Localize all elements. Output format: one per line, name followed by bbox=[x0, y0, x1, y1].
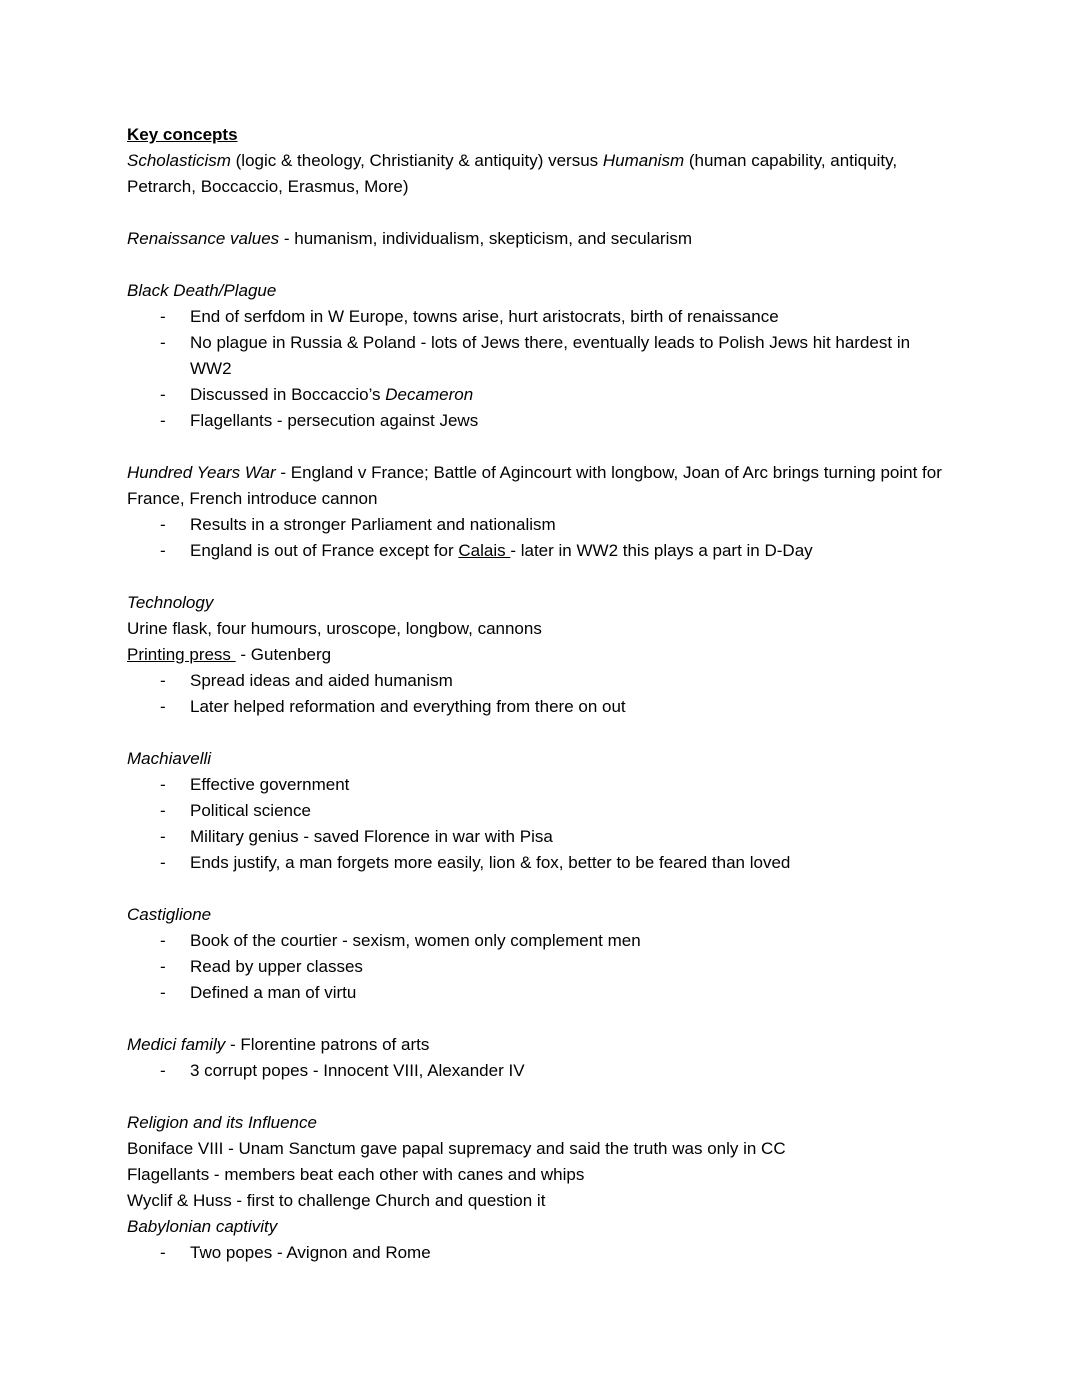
section-renaissance-values bbox=[127, 226, 953, 252]
bullet-dash: - bbox=[160, 1243, 166, 1262]
bullet-dash: - bbox=[160, 827, 166, 846]
text-segment: Spread ideas and aided humanism bbox=[190, 671, 453, 690]
bullet-dash: - bbox=[160, 307, 166, 326]
bullet-dash: - bbox=[160, 515, 166, 534]
bullet-text bbox=[190, 694, 953, 720]
text-segment: Hundred Years War bbox=[127, 463, 276, 482]
section-heading bbox=[127, 590, 953, 616]
bullet-text bbox=[190, 330, 953, 382]
bullet-text bbox=[190, 1058, 953, 1084]
bullet-dash: - bbox=[160, 775, 166, 794]
bullet-text bbox=[190, 512, 953, 538]
bullet-item bbox=[127, 304, 953, 330]
bullet-text bbox=[190, 928, 953, 954]
text-segment: Religion and its Influence bbox=[127, 1113, 317, 1132]
section-heading bbox=[127, 1110, 953, 1136]
doc-paragraph bbox=[127, 460, 953, 512]
bullet-item bbox=[127, 538, 953, 564]
text-segment: - Gutenberg bbox=[235, 645, 332, 664]
text-segment: Effective government bbox=[190, 775, 350, 794]
bullet-item bbox=[127, 1240, 953, 1266]
bullet-item bbox=[127, 694, 953, 720]
bullet-item bbox=[127, 850, 953, 876]
text-segment: Machiavelli bbox=[127, 749, 212, 768]
bullet-dash: - bbox=[160, 853, 166, 872]
section-religion-and-its-influence bbox=[127, 1110, 953, 1266]
text-segment: Medici family bbox=[127, 1035, 226, 1054]
text-segment: - Florentine patrons of arts bbox=[225, 1035, 430, 1054]
text-segment: No plague in Russia & Poland - lots of Jews there, eventually leads to Polish Jews hit hardest in WW2 bbox=[190, 333, 915, 378]
text-segment: End of serfdom in W Europe, towns arise, hurt aristocrats, birth of renaissance bbox=[190, 307, 779, 326]
text-segment: - England v France; Battle of Agincourt with longbow, Joan of Arc brings turning point for France, French introduce cannon bbox=[127, 463, 947, 508]
section-heading bbox=[127, 746, 953, 772]
text-segment: Key concepts bbox=[127, 125, 238, 144]
text-segment: Defined a man of virtu bbox=[190, 983, 357, 1002]
section-hundred-years-war bbox=[127, 460, 953, 564]
bullet-dash: - bbox=[160, 411, 166, 430]
bullet-text bbox=[190, 980, 953, 1006]
text-segment: Castiglione bbox=[127, 905, 212, 924]
bullet-dash: - bbox=[160, 983, 166, 1002]
text-segment: Babylonian captivity bbox=[127, 1217, 278, 1236]
section-heading bbox=[127, 1214, 953, 1240]
bullet-text bbox=[190, 850, 953, 876]
bullet-item bbox=[127, 798, 953, 824]
bullet-dash: - bbox=[160, 541, 166, 560]
bullet-item bbox=[127, 772, 953, 798]
text-segment: Urine flask, four humours, uroscope, longbow, cannons bbox=[127, 619, 542, 638]
section-castiglione bbox=[127, 902, 953, 1006]
section-key-concepts bbox=[127, 122, 953, 200]
bullet-text bbox=[190, 824, 953, 850]
bullet-dash: - bbox=[160, 697, 166, 716]
bullet-item bbox=[127, 330, 953, 382]
bullet-text bbox=[190, 538, 953, 564]
bullet-dash: - bbox=[160, 333, 166, 352]
text-segment: Technology bbox=[127, 593, 214, 612]
text-segment: Printing press bbox=[127, 645, 236, 664]
doc-paragraph bbox=[127, 1188, 953, 1214]
text-segment: Black Death/Plague bbox=[127, 281, 277, 300]
section-heading bbox=[127, 902, 953, 928]
bullet-item bbox=[127, 1058, 953, 1084]
doc-paragraph bbox=[127, 148, 953, 200]
text-segment: 3 corrupt popes - Innocent VIII, Alexander IV bbox=[190, 1061, 525, 1080]
document-body bbox=[127, 122, 953, 1266]
section-black-death-plague bbox=[127, 278, 953, 434]
text-segment: Flagellants - members beat each other with canes and whips bbox=[127, 1165, 585, 1184]
text-segment: Calais bbox=[458, 541, 511, 560]
text-segment: Political science bbox=[190, 801, 311, 820]
bullet-text bbox=[190, 1240, 953, 1266]
doc-paragraph bbox=[127, 1032, 953, 1058]
bullet-text bbox=[190, 408, 953, 434]
text-segment: Later helped reformation and everything from there on out bbox=[190, 697, 626, 716]
text-segment: Wyclif & Huss - first to challenge Church and question it bbox=[127, 1191, 546, 1210]
doc-paragraph bbox=[127, 1162, 953, 1188]
doc-paragraph bbox=[127, 642, 953, 668]
bullet-text bbox=[190, 798, 953, 824]
doc-paragraph bbox=[127, 226, 953, 252]
section-machiavelli bbox=[127, 746, 953, 876]
bullet-dash: - bbox=[160, 1061, 166, 1080]
text-segment: Discussed in Boccaccio’s bbox=[190, 385, 386, 404]
bullet-text bbox=[190, 954, 953, 980]
bullet-item bbox=[127, 382, 953, 408]
section-heading bbox=[127, 278, 953, 304]
text-segment: Book of the courtier - sexism, women only complement men bbox=[190, 931, 641, 950]
bullet-text bbox=[190, 668, 953, 694]
bullet-item bbox=[127, 408, 953, 434]
bullet-dash: - bbox=[160, 931, 166, 950]
bullet-dash: - bbox=[160, 801, 166, 820]
text-segment: Flagellants - persecution against Jews bbox=[190, 411, 479, 430]
bullet-text bbox=[190, 382, 953, 408]
text-segment: Humanism bbox=[602, 151, 685, 170]
bullet-item bbox=[127, 954, 953, 980]
doc-paragraph bbox=[127, 616, 953, 642]
text-segment: (logic & theology, Christianity & antiquity) versus bbox=[230, 151, 603, 170]
text-segment: Read by upper classes bbox=[190, 957, 363, 976]
text-segment: England is out of France except for bbox=[190, 541, 459, 560]
bullet-item bbox=[127, 928, 953, 954]
section-heading bbox=[127, 122, 953, 148]
text-segment: - humanism, individualism, skepticism, and secularism bbox=[279, 229, 693, 248]
section-medici-family bbox=[127, 1032, 953, 1084]
section-technology bbox=[127, 590, 953, 720]
text-segment: Military genius - saved Florence in war with Pisa bbox=[190, 827, 553, 846]
text-segment: Two popes - Avignon and Rome bbox=[190, 1243, 431, 1262]
text-segment: (human capability, antiquity, Petrarch, Boccaccio, Erasmus, More) bbox=[127, 151, 902, 196]
bullet-item bbox=[127, 980, 953, 1006]
bullet-text bbox=[190, 772, 953, 798]
bullet-item bbox=[127, 824, 953, 850]
bullet-dash: - bbox=[160, 957, 166, 976]
text-segment: Decameron bbox=[385, 385, 474, 404]
text-segment: Scholasticism bbox=[127, 151, 231, 170]
bullet-item bbox=[127, 512, 953, 538]
text-segment: Boniface VIII - Unam Sanctum gave papal supremacy and said the truth was only in CC bbox=[127, 1139, 786, 1158]
text-segment: - later in WW2 this plays a part in D-Day bbox=[510, 541, 813, 560]
bullet-dash: - bbox=[160, 385, 166, 404]
bullet-text bbox=[190, 304, 953, 330]
text-segment: Ends justify, a man forgets more easily, lion & fox, better to be feared than loved bbox=[190, 853, 791, 872]
text-segment: Renaissance values bbox=[127, 229, 280, 248]
bullet-dash: - bbox=[160, 671, 166, 690]
bullet-item bbox=[127, 668, 953, 694]
text-segment: Results in a stronger Parliament and nationalism bbox=[190, 515, 556, 534]
doc-paragraph bbox=[127, 1136, 953, 1162]
